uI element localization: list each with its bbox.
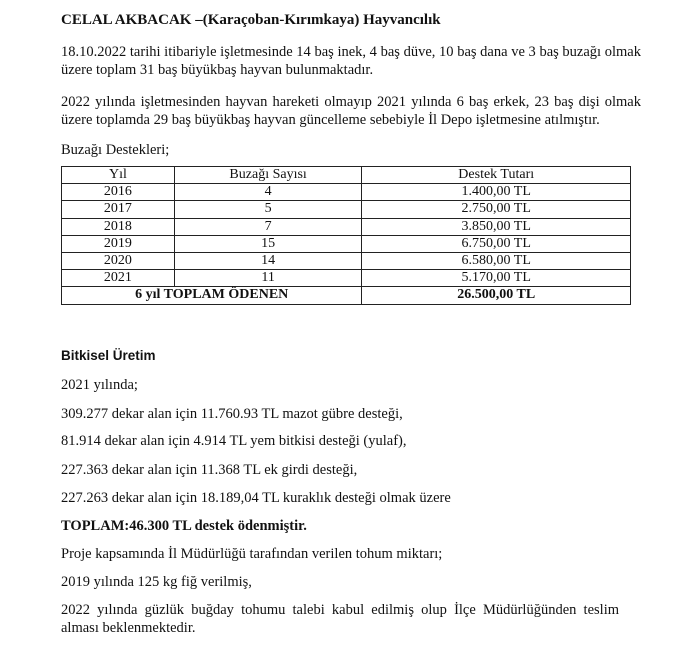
cell-support-amount: 6.580,00 TL (362, 252, 631, 269)
crop-line-fuel-fertilizer: 309.277 dekar alan için 11.760.93 TL mazot gübre desteği, (61, 406, 403, 422)
table-row (62, 184, 631, 201)
table-total-row (62, 287, 631, 304)
cell-support-amount: 6.750,00 TL (362, 235, 631, 252)
column-header-calf-count: Buzağı Sayısı (174, 167, 362, 184)
crop-production-heading: Bitkisel Üretim (61, 348, 156, 363)
cell-support-amount: 1.400,00 TL (362, 184, 631, 201)
livestock-count-paragraph: 18.10.2022 tarihi itibariyle işletmesinde 14 baş inek, 4 baş düve, 10 baş dana ve 3 baş buzağı olmak üzere toplam 31 baş büyükbaş hayvan bulunmaktadır. (61, 44, 641, 78)
cell-year: 2018 (62, 218, 175, 235)
cell-year: 2021 (62, 270, 175, 287)
cell-calf-count: 7 (174, 218, 362, 235)
crop-line-drought: 227.263 dekar alan için 18.189,04 TL kuraklık desteği olmak üzere (61, 490, 451, 506)
column-header-support-amount: Destek Tutarı (362, 167, 631, 184)
cell-support-amount: 5.170,00 TL (362, 270, 631, 287)
table-header-row (62, 167, 631, 184)
cell-calf-count: 14 (174, 252, 362, 269)
cell-calf-count: 11 (174, 270, 362, 287)
calf-support-table (61, 166, 631, 305)
crop-line-extra-input: 227.363 dekar alan için 11.368 TL ek girdi desteği, (61, 462, 358, 478)
document-title: CELAL AKBACAK –(Karaçoban-Kırımkaya) Hayvancılık (61, 12, 441, 28)
crop-line-year: 2021 yılında; (61, 377, 138, 393)
crop-total-line: TOPLAM:46.300 TL destek ödenmiştir. (61, 518, 307, 534)
table-row (62, 252, 631, 269)
table-row (62, 270, 631, 287)
cell-support-amount: 2.750,00 TL (362, 201, 631, 218)
seed-intro-line: Proje kapsamında İl Müdürlüğü tarafından verilen tohum miktarı; (61, 546, 443, 562)
calf-support-heading: Buzağı Destekleri; (61, 142, 170, 158)
table-row (62, 235, 631, 252)
seed-2019-line: 2019 yılında 125 kg fiğ verilmiş, (61, 574, 252, 590)
total-value: 26.500,00 TL (362, 287, 631, 304)
cell-year: 2020 (62, 252, 175, 269)
total-label: 6 yıl TOPLAM ÖDENEN (62, 287, 362, 304)
cell-support-amount: 3.850,00 TL (362, 218, 631, 235)
seed-2022-paragraph: 2022 yılında güzlük buğday tohumu talebi kabul edilmiş olup İlçe Müdürlüğünden teslim alması beklenmektedir. (61, 602, 619, 636)
cell-calf-count: 15 (174, 235, 362, 252)
cell-calf-count: 4 (174, 184, 362, 201)
cell-year: 2019 (62, 235, 175, 252)
column-header-year: Yıl (62, 167, 175, 184)
animal-movement-paragraph: 2022 yılında işletmesinden hayvan hareketi olmayıp 2021 yılında 6 baş erkek, 23 baş dişi olmak üzere toplamda 29 baş büyükbaş hayvan güncelleme sebebiyle İl Depo işletmesine atılmıştır. (61, 94, 641, 128)
cell-year: 2017 (62, 201, 175, 218)
crop-line-forage: 81.914 dekar alan için 4.914 TL yem bitkisi desteği (yulaf), (61, 433, 407, 449)
cell-year: 2016 (62, 184, 175, 201)
table-row (62, 201, 631, 218)
table-row (62, 218, 631, 235)
cell-calf-count: 5 (174, 201, 362, 218)
